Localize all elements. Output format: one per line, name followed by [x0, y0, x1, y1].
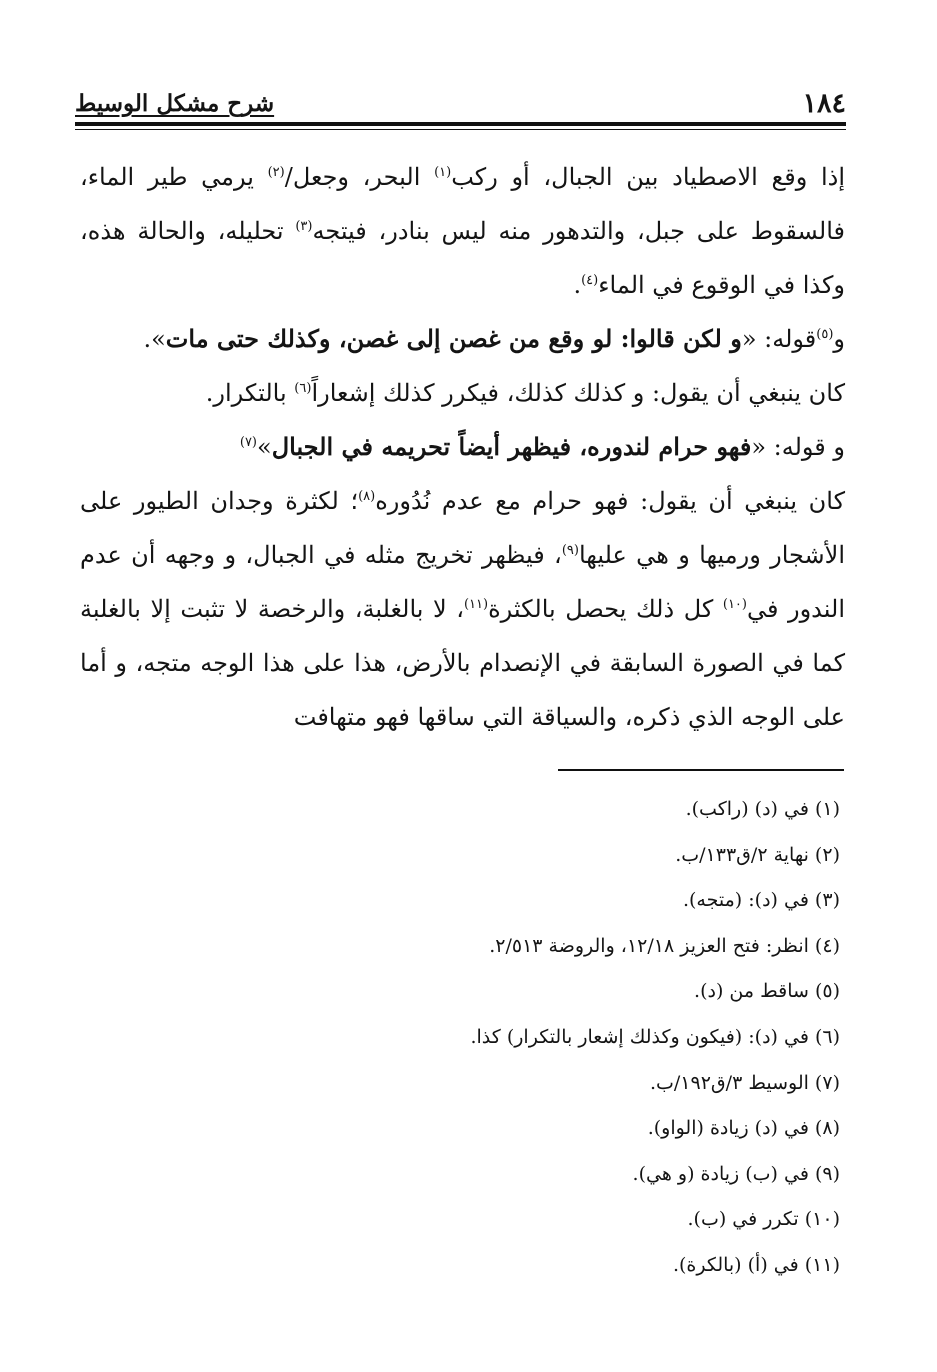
footnote-1: (١) في (د) (راكب).: [685, 798, 840, 820]
paragraph-1: [80, 150, 845, 312]
footnote-marker-11: (١١): [463, 597, 489, 612]
footnote-8: (٨) في (د) زيادة (الواو).: [647, 1117, 840, 1140]
text-run: »: [257, 433, 272, 461]
quoted-text: و لكن قالوا: لو وقع من غصن إلى غصن، وكذلك حتى مات: [165, 324, 742, 353]
footnote-marker-2: (٢): [267, 165, 285, 180]
text-run: بالتكرار.: [205, 379, 295, 407]
text-run: تحليله، والحالة هذه، وكذا في الوقوع في الماء: [80, 217, 845, 299]
footnote-6: (٦) في (د): (فيكون وكذلك إشعار بالتكرار) كذا.: [470, 1025, 840, 1048]
paragraph-3: [80, 366, 845, 420]
text-run: قوله: «: [741, 325, 817, 353]
header-rule-thin: [75, 129, 846, 130]
text-run: ، لا بالغلبة، والرخصة لا تثبت إلا بالغلبة كما في الصورة السابقة في الإنصدام بالأرض، هذا على هذا الوجه متجه، و أما على الوجه الذي ذكره، والسياقة التي ساقها فهو متهافت: [80, 595, 845, 731]
footnote-marker-5: (٥): [816, 327, 834, 342]
text-run: ».: [143, 325, 166, 353]
footnote-2: (٢) نهاية ٢/ق١٣٣/ب.: [675, 843, 840, 866]
footnotes: [140, 787, 840, 1289]
text-run: البحر، وجعل/: [284, 163, 435, 191]
text-run: كان ينبغي أن يقول: فهو حرام مع عدم نُدُوره: [375, 487, 845, 515]
text-run: ، فيظهر تخريج مثله في الجبال، و وجهه أن عدم الندور في: [80, 541, 846, 623]
text-run: ؛ لكثرة وجدان الطيور على الأشجار ورميها و هي عليها: [80, 487, 845, 569]
page-header: [75, 86, 846, 122]
footnote-9: (٩) في (ب) زيادة (و هي).: [632, 1162, 840, 1185]
text-run: و: [833, 325, 845, 353]
footnote-marker-7: (٧): [239, 435, 257, 450]
footnote-7: (٧) الوسيط ٣/ق١٩٢/ب.: [649, 1071, 840, 1094]
paragraph-5: [80, 474, 845, 744]
paragraph-4: [80, 420, 845, 474]
quoted-text: فهو حرام لندوره، فيظهر أيضاً تحريمه في الجبال: [271, 432, 752, 461]
text-run: يرمي طير الماء، فالسقوط على جبل، والتدهور منه ليس بنادر، فيتجه: [80, 163, 845, 245]
text-run: إذا وقع الاصطياد بين الجبال، أو ركب: [451, 163, 846, 191]
running-title: شرح مشكل الوسيط: [75, 90, 275, 117]
footnote-3: (٣) في (د): (متجه).: [682, 889, 840, 912]
header-rule-thick: [75, 122, 846, 126]
text-run: كان ينبغي أن يقول: و كذلك كذلك، فيكرر كذلك إشعاراً: [311, 379, 845, 407]
footnote-separator: [558, 769, 844, 771]
footnote-marker-6: (٦): [294, 381, 312, 396]
page-number: ١٨٤: [802, 88, 846, 119]
footnote-4: (٤) انظر: فتح العزيز ١٢/١٨، والروضة ٢/٥١٣.: [489, 934, 840, 957]
footnote-10: (١٠) تكرر في (ب).: [687, 1208, 840, 1231]
footnote-5: (٥) ساقط من (د).: [694, 980, 840, 1003]
text-run: كل ذلك يحصل بالكثرة: [488, 595, 723, 623]
paragraph-2: [80, 312, 845, 366]
text-run: و قوله: «: [751, 433, 845, 461]
main-text: [80, 150, 845, 744]
footnote-marker-8: (٨): [358, 489, 376, 504]
footnote-marker-4: (٤): [581, 273, 599, 288]
text-run: .: [573, 271, 582, 299]
footnote-marker-9: (٩): [561, 543, 579, 558]
footnote-marker-1: (١): [434, 165, 452, 180]
footnote-marker-10: (١٠): [722, 597, 747, 612]
footnote-marker-3: (٣): [295, 219, 313, 234]
footnote-11: (١١) في (أ) (بالكرة).: [672, 1253, 840, 1276]
